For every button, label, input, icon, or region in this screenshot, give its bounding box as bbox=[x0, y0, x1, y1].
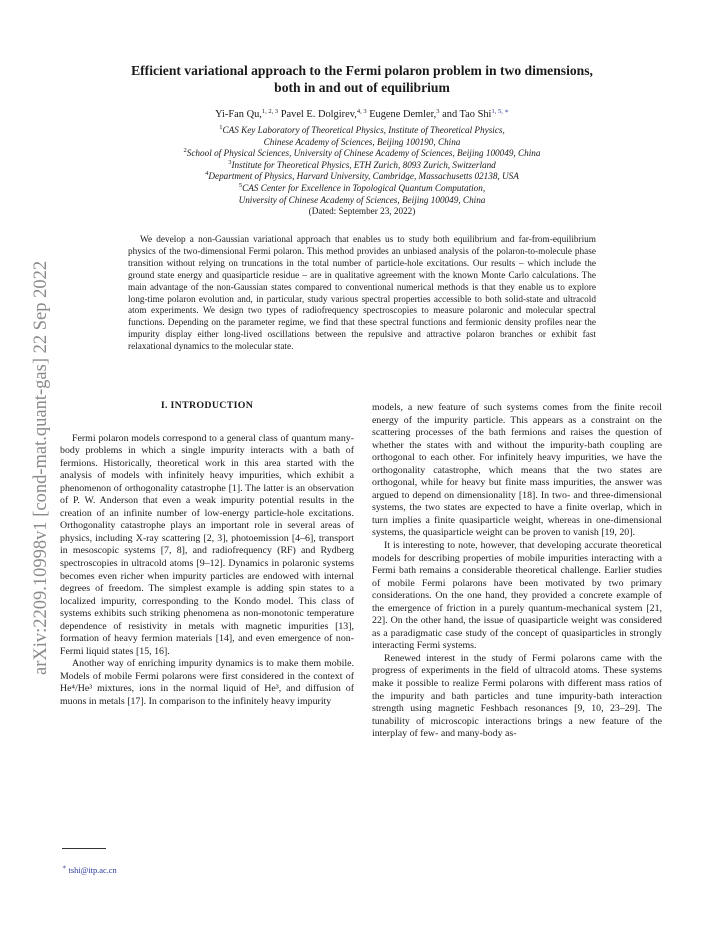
footnote-rule bbox=[62, 848, 106, 849]
footnote-email[interactable]: tshi@itp.ac.cn bbox=[68, 866, 117, 875]
paper-title bbox=[70, 62, 654, 96]
left-column bbox=[60, 400, 354, 709]
affiliation-4: $^4$Department of Physics, Harvard University, Cambridge, Massachusetts 02138, USA bbox=[205, 170, 519, 182]
paragraph: Fermi polaron models correspond to a general class of quantum many-body problems in which a single impurity interacts with a bath of fermions. Historically, theoretical work in this area started with the analysis of models with infinitely heavy impurities, which exhibit a phenomenon of orthogonality catastrophe [1]. The latter is an observation of P. W. Anderson that even a weak impurity potential results in the creation of an infinite number of low-energy particle-hole excitations. Orthogonality catastrophe plays an important role in several areas of physics, including X-ray scattering [2, 3], photoemission [4–6], transport in mesoscopic systems [7, 8], and radiofrequency (RF) and Rydberg spectroscopies in ultracold atoms [9–12]. Dynamics in polaronic systems becomes even richer when impurity particles are endowed with internal degrees of freedom. The simplest example is adding spin states to a localized impurity, corresponding to the Kondo model. This class of systems exhibits such striking phenomena as non-monotonic temperature dependence of resistivity in metals with magnetic impurities [13], formation of heavy fermion materials [14], and even emergence of non-Fermi liquid states [15, 16]. bbox=[60, 432, 354, 657]
abstract: We develop a non-Gaussian variational approach that enables us to study both equilibrium and far-from-equilibrium physics of the two-dimensional Fermi polaron. This method provides an unbiased analysis of the polaron-to-molecule phase transition without relying on truncations in the total number of particle-hole excitations. Our results – which include the ground state energy and quasiparticle residue – are in qualitative agreement with the known Monte Carlo calculations. The main advantage of the non-Gaussian states compared to conventional numerical methods is that they enable us to explore long-time polaron evolution and, in particular, study various spectral properties accessible to both solid-state and ultracold atom experiments. We design two types of radiofrequency spectroscopies to measure polaronic and molecular spectral functions. Depending on the parameter regime, we find that these spectral functions and fermionic density profiles near the impurity display either long-lived oscillations between the repulsive and attractive polaron branches or exhibit fast relaxational dynamics to the molecular state. bbox=[128, 235, 596, 353]
paragraph: Another way of enriching impurity dynamics is to make them mobile. Models of mobile Fermi polarons were first considered in the context of He⁴/He³ mixtures, ions in the normal liquid of He³, and diffusion of muons in metals [17]. In comparison to the infinitely heavy impurity bbox=[60, 658, 354, 708]
affiliation-5: $^5$CAS Center for Excellence in Topological Quantum Computation, bbox=[238, 181, 486, 193]
affiliation-5-cont: University of Chinese Academy of Sciences, Beijing 100049, China bbox=[238, 194, 486, 205]
author-list bbox=[70, 108, 654, 121]
affiliation-2: $^2$School of Physical Sciences, University of Chinese Academy of Sciences, Beijing 100049, China bbox=[183, 147, 541, 159]
paragraph: Renewed interest in the study of Fermi polarons came with the progress of experiments in the field of ultracold atoms. These systems make it possible to realize Fermi polarons with different mass ratios of the impurity and bath particles and tune impurity-bath interaction strength using magnetic Feshbach resonances [9, 10, 23–29]. The tunability of microscopic interactions brings a new feature of the interplay of few- and many-body as- bbox=[372, 652, 662, 740]
arxiv-identifier-stamp bbox=[16, 170, 56, 680]
affiliation-1: $^1$CAS Key Laboratory of Theoretical Physics, Institute of Theoretical Physics, bbox=[219, 124, 505, 135]
footnote[interactable] bbox=[62, 866, 117, 875]
title-line-1: Efficient variational approach to the Fermi polaron problem in two dimensions, bbox=[131, 63, 593, 78]
date-line: (Dated: September 23, 2022) bbox=[308, 206, 416, 217]
affiliation-3: $^3$Institute for Theoretical Physics, ETH Zurich, 8093 Zurich, Switzerland bbox=[228, 158, 496, 170]
arxiv-stamp-text: arXiv:2209.10998v1 [cond-mat.quant-gas] 22 Sep 2022 bbox=[31, 260, 51, 675]
right-column bbox=[372, 402, 662, 741]
affiliations bbox=[70, 125, 654, 218]
affiliation-1-cont: Chinese Academy of Sciences, Beijing 100190, China bbox=[263, 136, 461, 147]
paragraph: models, a new feature of such systems comes from the finite recoil energy of the impurity particle. This appears as a constraint on the scattering processes of the bath fermions and raises the question of whether the states with and without the impurity-bath coupling are orthogonal to each other. For infinitely heavy impurities, we have the orthogonality catastrophe, which means that the two states are orthogonal, while for heavy but finite mass impurities, the answer was argued to depend on dimensionality [18]. In two- and three-dimensional systems, the two states are expected to have a finite overlap, which in turn implies a finite quasiparticle weight, whereas in one-dimensional systems, the quasiparticle weight can be proven to vanish [19, 20]. bbox=[372, 402, 662, 539]
author: Pavel E. Dolgirev,$^{4, 3}$ bbox=[280, 108, 367, 120]
author: Eugene Demler,$^3$ bbox=[369, 108, 440, 120]
footnote-mark: ∗ bbox=[62, 864, 67, 871]
title-line-2: both in and out of equilibrium bbox=[274, 80, 450, 95]
author[interactable]: and Tao Shi$^{1, 5, ∗}$ bbox=[442, 108, 509, 120]
section-heading: I. INTRODUCTION bbox=[160, 400, 254, 411]
paragraph: It is interesting to note, however, that developing accurate theoretical models for describing properties of mobile impurities interacting with a Fermi bath remains a considerable theoretical challenge. Earlier studies of mobile Fermi polarons have been motivated by two primary considerations. On the one hand, they provided a concrete example of the emergence of friction in a purely quantum-mechanical system [21, 22]. On the other hand, the issue of quasiparticle weight was considered as a paradigmatic case study of the concept of quasiparticles in strongly interacting Fermi systems. bbox=[372, 540, 662, 652]
author: Yi-Fan Qu,$^{1, 2, 3}$ bbox=[215, 108, 279, 120]
